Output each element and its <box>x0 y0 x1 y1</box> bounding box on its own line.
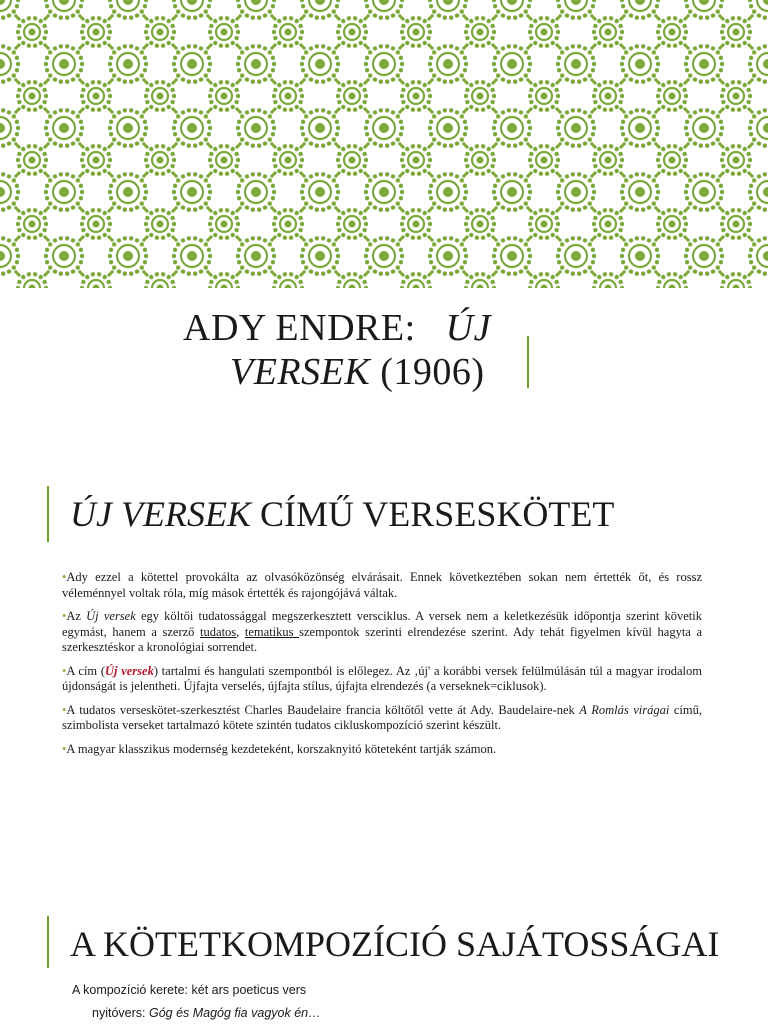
title-work-part1: ÚJ <box>445 307 491 349</box>
heading-accent-bar <box>47 916 49 968</box>
bullet-text: című, szimbolista verseket tartalmazó kötete szintén tudatos cikluskompozíció szerint készült. <box>62 702 702 732</box>
bullet-text: A tudatos verseskötet-szerkesztést Charles Baudelaire francia költőtől vette át Ady. Baudelaire-nek <box>66 702 580 717</box>
title-work-part2: VERSEK <box>230 351 371 393</box>
bullet-text: Az <box>66 609 87 623</box>
composition-frame-text: A kompozíció kerete: két ars poeticus vers <box>72 983 307 997</box>
title-slide <box>0 288 768 448</box>
bullet-dot-icon: • <box>62 663 67 678</box>
bullet-text: ) tartalmi és hangulati szempontból is előlegez. Az ‚új' a korábbi versek felülmúlásán túl a magyar irodalom újdonságát is jelentheti. Újfajta verselés, újfajta stílus, újfajta elrendezés (a verseknek=ciklusok). <box>62 663 703 693</box>
heading-accent-bar <box>47 486 49 542</box>
bullet-text: szempontok szerinti elrendezése szerint. Ady tehát figyelmen kívül hagyta a szerkesztéskor a kronológiai sorrendet. <box>62 624 703 654</box>
presentation-title-line1 <box>183 306 491 350</box>
bullet-item <box>62 703 702 734</box>
bullet-text: , <box>236 624 245 639</box>
bullet-item <box>62 609 702 656</box>
opening-poem-title: Góg és Magóg fia vagyok én… <box>148 1006 321 1020</box>
title-year: (1906) <box>380 351 485 393</box>
decorative-pattern-banner <box>0 0 768 288</box>
bullet-dot-icon: • <box>62 702 67 717</box>
slide-heading: A KÖTETKOMPOZÍCIÓ SAJÁTOSSÁGAI <box>70 924 720 964</box>
bullet-text-italic: Új versek <box>86 609 136 623</box>
slide-kotetkompozicio <box>0 900 768 1024</box>
lattice-pattern-graphic <box>0 0 768 288</box>
bullet-item <box>62 570 702 601</box>
opening-poem-label: nyitóvers: <box>92 1006 149 1020</box>
title-accent-bar <box>527 336 529 388</box>
bullet-item <box>62 664 702 695</box>
bullet-item <box>62 742 702 758</box>
bullet-text-underlined: tematikus <box>244 624 300 639</box>
bullet-text: Ady ezzel a kötettel provokálta az olvasóközönség elvárásait. Ennek következtében sokan nem értették őt, és rossz véleménnyel voltak róla, míg mások értették és rajongójává váltak. <box>62 570 702 600</box>
bullet-text: A magyar klasszikus modernség kezdeteként, korszaknyitó köteteként tartják számon. <box>66 741 497 756</box>
title-author: ADY ENDRE: <box>183 307 416 349</box>
bullet-dot-icon: • <box>62 570 67 584</box>
heading-italic-part: ÚJ VERSEK <box>70 494 251 534</box>
slide-uj-versek <box>0 470 768 870</box>
bullet-text-italic: A Romlás virágai <box>579 702 670 717</box>
heading-rest-part: CÍMŰ VERSESKÖTET <box>250 494 615 534</box>
bullet-text-underlined: tudatos <box>200 624 237 639</box>
bullet-list <box>62 570 702 765</box>
bullet-text-highlight: Új versek <box>105 663 154 678</box>
opening-poem-text <box>92 1006 321 1020</box>
bullet-text: egy költői tudatossággal megszerkesztett versciklus. A versek nem a keletkezésük időpontja szerint követik egymást, hanem a szerző <box>62 609 702 639</box>
bullet-dot-icon: • <box>62 609 67 623</box>
bullet-text: A cím ( <box>66 663 106 678</box>
slide-heading <box>70 492 614 536</box>
presentation-title-line2 <box>230 350 485 394</box>
bullet-dot-icon: • <box>62 741 67 756</box>
